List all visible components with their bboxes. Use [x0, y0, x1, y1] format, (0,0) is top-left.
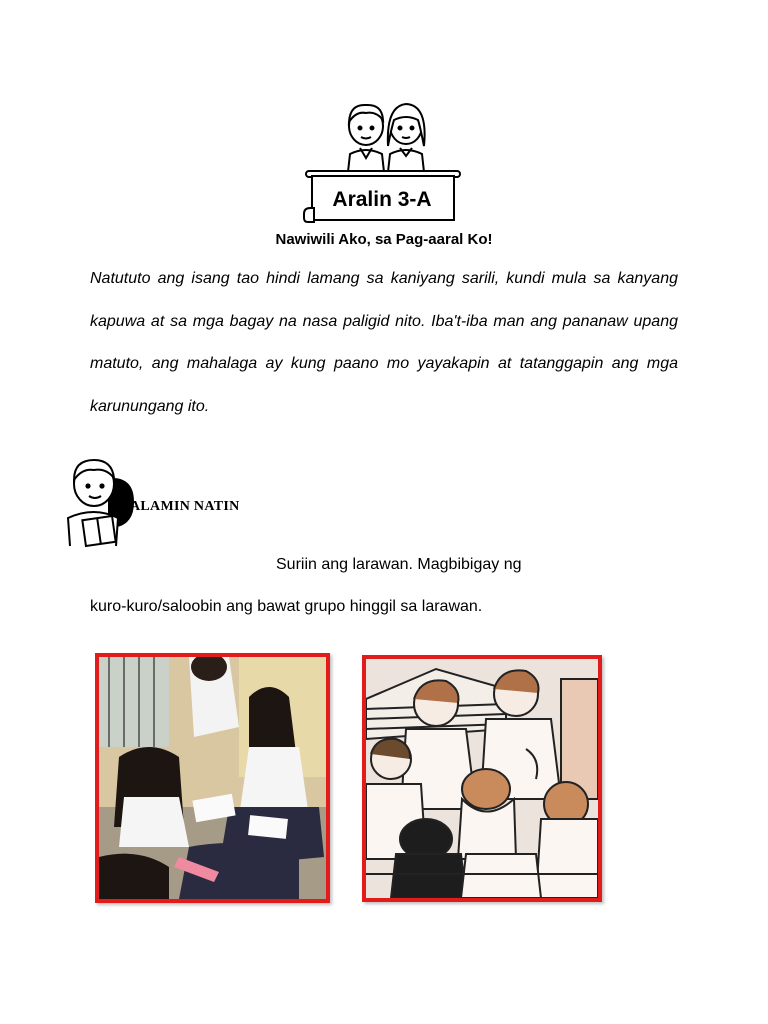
instruction-line-1: Suriin ang larawan. Magbibigay ng	[276, 556, 522, 573]
intro-paragraph: Natututo ang isang tao hindi lamang sa kaniyang sarili, kundi mula sa kanyang kapuwa at sa mga bagay na nasa paligid nito. Iba't-iba man ang pananaw upang matuto, ang mahalaga ay kung paano mo yayakapin at tatanggapin ang mga karunungang ito.	[90, 270, 678, 415]
lesson-title: Aralin 3-A	[332, 188, 432, 211]
illustration-photo	[362, 655, 602, 902]
reading-boy-clipart-icon	[60, 456, 138, 548]
lesson-subtitle: Nawiwili Ako, sa Pag-aaral Ko!	[275, 231, 493, 248]
students-photo	[95, 653, 330, 903]
instruction-line-2: kuro-kuro/saloobin ang bawat grupo hinggil sa larawan.	[90, 598, 483, 615]
two-kids-clipart-icon	[336, 96, 436, 172]
section-title: ALAMIN NATIN	[130, 499, 240, 514]
